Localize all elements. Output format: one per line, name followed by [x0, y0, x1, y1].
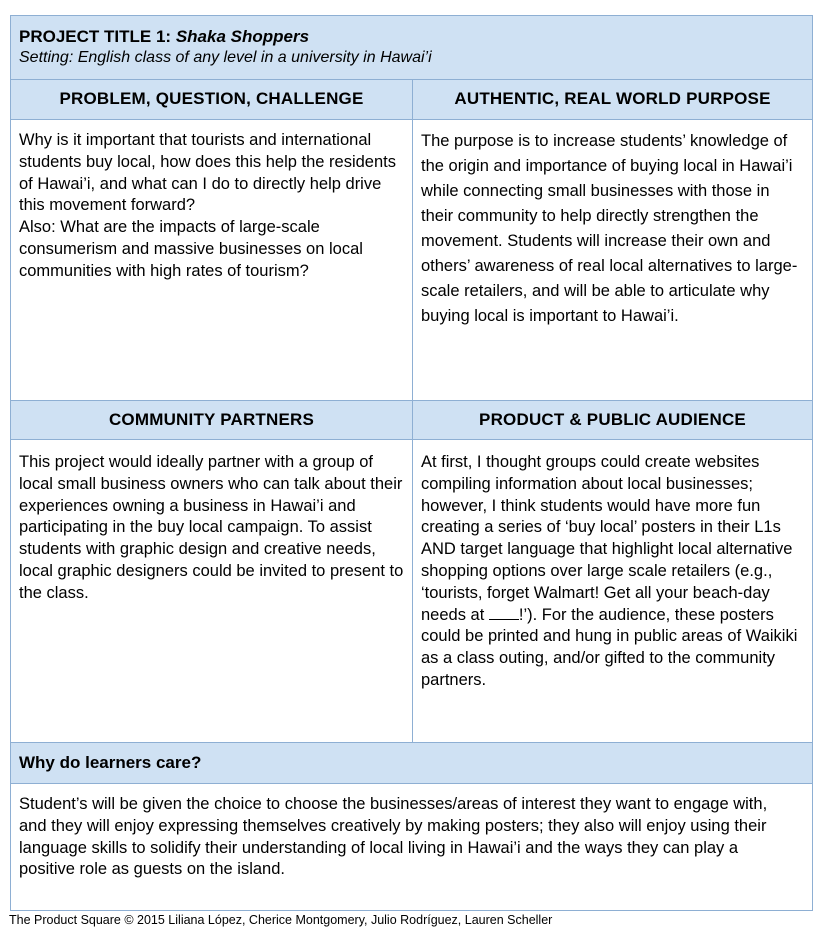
problem-body	[11, 130, 412, 283]
fill-in-blank	[489, 605, 519, 620]
problem-header: PROBLEM, QUESTION, CHALLENGE	[11, 80, 412, 120]
product-text	[421, 452, 804, 692]
partners-body	[11, 452, 412, 605]
project-title-name: Shaka Shoppers	[175, 27, 310, 46]
project-title-prefix: PROJECT TITLE 1:	[19, 27, 172, 46]
purpose-body	[413, 129, 812, 329]
why-text: Student’s will be given the choice to choose the businesses/areas of interest they want to engage with, and they will enjoy expressing themselves creatively by making posters; they also will enjoy using their language skills to solidify their understanding of local living in Hawai’i and the ways they can play a positive role as guests on the island.	[19, 795, 768, 879]
purpose-header: AUTHENTIC, REAL WORLD PURPOSE	[413, 80, 812, 120]
why-body	[11, 794, 812, 881]
product-text-end: !’). For the audience, these posters could be printed and hung in public areas of Waikiki as a class outing, and/or gifted to the community partners.	[421, 605, 798, 689]
why-header: Why do learners care?	[11, 742, 812, 784]
product-body	[413, 452, 812, 692]
column-divider	[412, 80, 413, 742]
project-title-block	[11, 16, 812, 80]
problem-also: Also: What are the impacts of large-scale consumerism and massive businesses on local communities with high rates of tourism?	[19, 218, 363, 280]
problem-question: Why is it important that tourists and international students buy local, how does this help the residents of Hawai’i, and what can I do to directly help drive this movement forward?	[19, 131, 396, 215]
product-square-table	[10, 15, 813, 911]
product-text-start: At first, I thought groups could create websites compiling information about local businesses; however, I think students would have more fun creating a series of ‘buy local’ posters in their L1s AND target language that highlight local alternative shopping options over large scale retailers (e.g., ‘tourists, forget Walmart! Get all your beach-day needs at	[421, 453, 793, 624]
copyright-footer: The Product Square © 2015 Liliana López, Cherice Montgomery, Julio Rodríguez, Lauren Scheller	[9, 913, 553, 927]
project-title	[19, 26, 812, 48]
partners-header: COMMUNITY PARTNERS	[11, 400, 412, 440]
partners-text: This project would ideally partner with a group of local small business owners who can talk about their experiences owning a business in Hawai’i and participating in the buy local campaign. To assist students with graphic design and creative needs, local graphic designers could be invited to present to the class.	[19, 453, 404, 602]
purpose-text: The purpose is to increase students’ knowledge of the origin and importance of buying local in Hawai’i while connecting small businesses with those in their community to help directly strengthen the movement. Students will increase their own and others’ awareness of real local alternatives to large-scale retailers, and will be able to articulate why buying local is important to Hawai’i.	[421, 132, 798, 325]
project-setting: Setting: English class of any level in a university in Hawai’i	[19, 49, 432, 66]
product-header: PRODUCT & PUBLIC AUDIENCE	[413, 400, 812, 440]
